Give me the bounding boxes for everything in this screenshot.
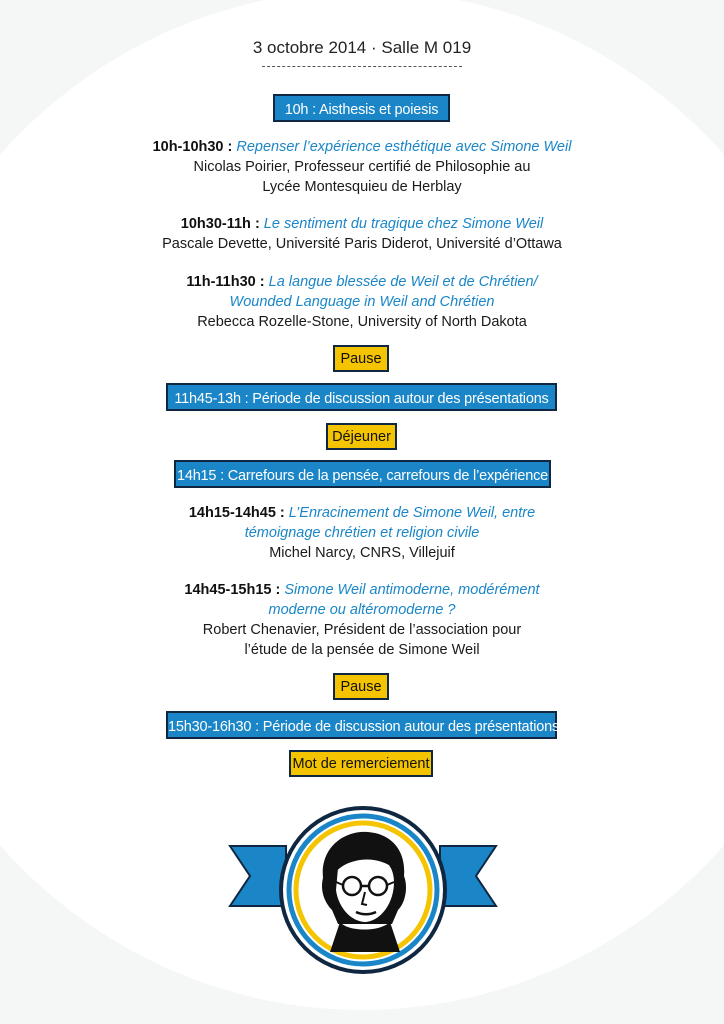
talk-title-line2: Wounded Language in Weil and Chrétien bbox=[229, 294, 495, 310]
session-banner-morning: 10h : Aisthesis et poiesis bbox=[273, 94, 450, 122]
talk-3 bbox=[0, 272, 724, 332]
talk-time: 10h-10h30 : bbox=[152, 139, 237, 155]
ribbon-right bbox=[440, 846, 496, 906]
talk-title: L’Enracinement de Simone Weil, entre bbox=[288, 505, 536, 521]
talk-speaker-affiliation: l’étude de la pensée de Simone Weil bbox=[244, 642, 480, 658]
date-room-heading: 3 octobre 2014 · Salle M 019 bbox=[252, 38, 472, 57]
talk-speaker: Pascale Devette, Université Paris Diderot, Université d’Ottawa bbox=[162, 236, 562, 252]
talk-title: La langue blessée de Weil et de Chrétien/ bbox=[268, 274, 538, 290]
talk-speaker-affiliation: Lycée Montesquieu de Herblay bbox=[262, 179, 462, 195]
talk-time: 11h-11h30 : bbox=[186, 274, 269, 290]
talk-speaker: Robert Chenavier, Président de l’association pour bbox=[202, 622, 522, 638]
talk-time: 10h30-11h : bbox=[180, 216, 264, 232]
talk-time: 14h15-14h45 : bbox=[188, 505, 289, 521]
simone-weil-logo bbox=[228, 806, 498, 982]
talk-5 bbox=[0, 580, 724, 660]
lunch-badge: Déjeuner bbox=[326, 423, 397, 450]
talk-title: Repenser l’expérience esthétique avec Simone Weil bbox=[236, 139, 572, 155]
talk-title-line2: témoignage chrétien et religion civile bbox=[244, 525, 480, 541]
discussion-banner-1: 11h45-13h : Période de discussion autour des présentations bbox=[166, 383, 557, 411]
talk-title: Simone Weil antimoderne, modérément bbox=[284, 582, 540, 598]
talk-speaker: Rebecca Rozelle-Stone, University of North Dakota bbox=[197, 314, 527, 330]
closing-badge: Mot de remerciement bbox=[289, 750, 433, 777]
talk-title-line2: moderne ou altéromoderne ? bbox=[268, 602, 456, 618]
talk-1 bbox=[0, 137, 724, 197]
talk-4 bbox=[0, 503, 724, 563]
talk-time: 14h45-15h15 : bbox=[184, 582, 285, 598]
talk-speaker: Nicolas Poirier, Professeur certifié de Philosophie au bbox=[193, 159, 531, 175]
talk-2 bbox=[0, 214, 724, 254]
pause-badge-1: Pause bbox=[333, 345, 389, 372]
session-banner-afternoon: 14h15 : Carrefours de la pensée, carrefours de l’expérience bbox=[174, 460, 551, 488]
dashed-divider bbox=[262, 66, 462, 68]
talk-title: Le sentiment du tragique chez Simone Weil bbox=[263, 216, 544, 232]
talk-speaker: Michel Narcy, CNRS, Villejuif bbox=[269, 545, 455, 561]
ribbon-left bbox=[230, 846, 286, 906]
discussion-banner-2: 15h30-16h30 : Période de discussion autour des présentations bbox=[166, 711, 557, 739]
pause-badge-2: Pause bbox=[333, 673, 389, 700]
